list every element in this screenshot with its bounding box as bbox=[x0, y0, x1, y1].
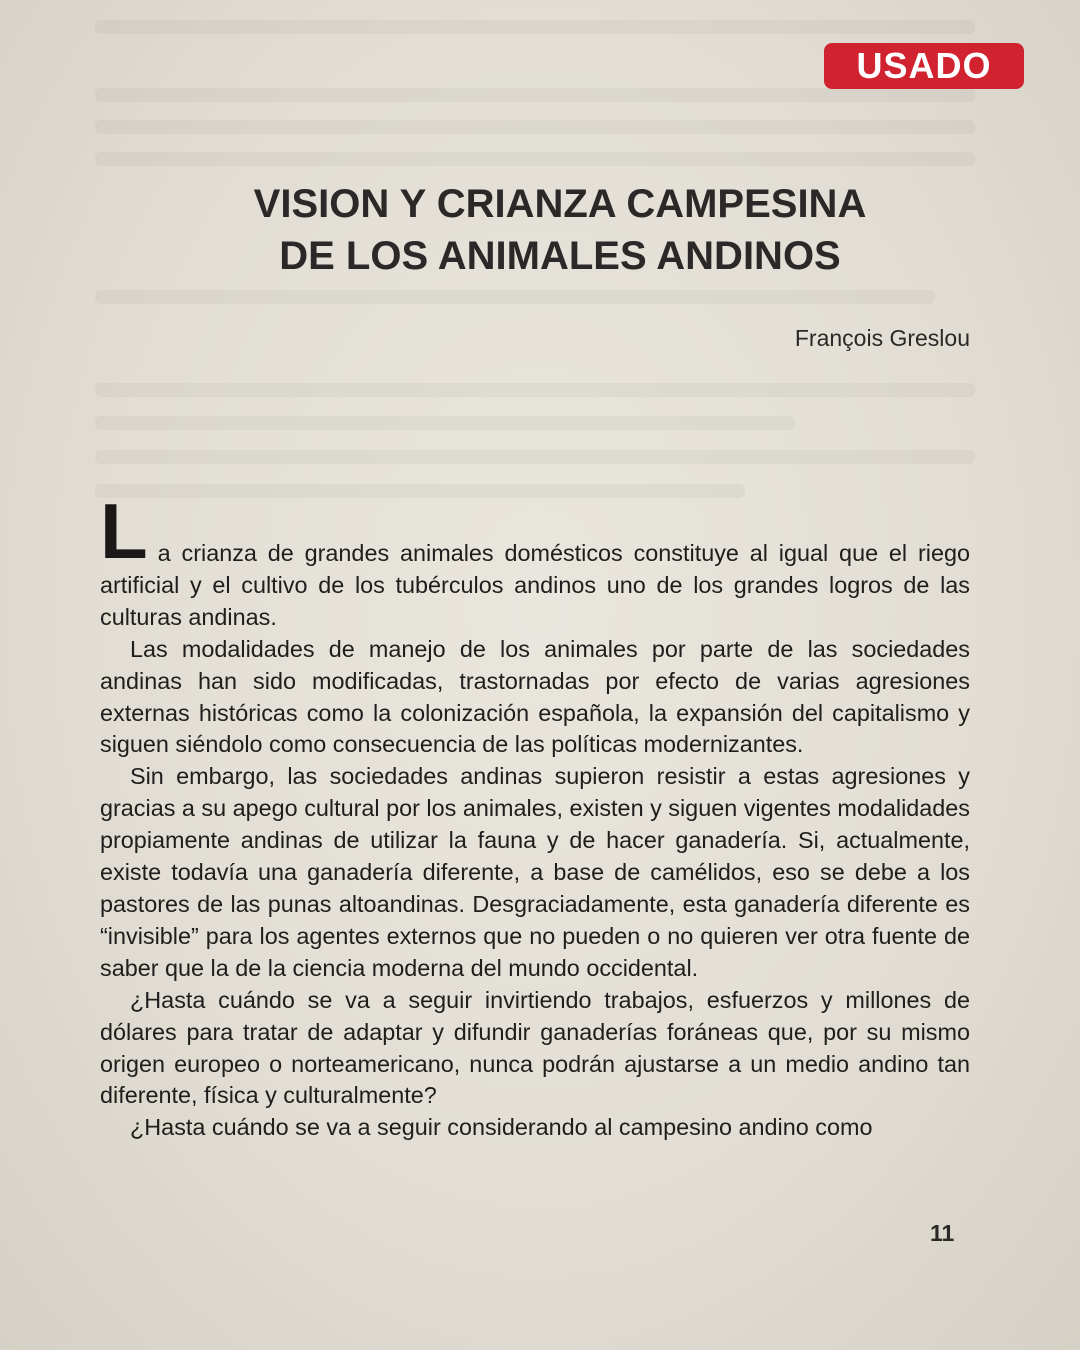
bleed-through-line bbox=[95, 20, 975, 34]
bleed-through-line bbox=[95, 383, 975, 397]
title-line-1: VISION Y CRIANZA CAMPESINA bbox=[253, 182, 867, 226]
used-badge: USADO bbox=[824, 43, 1024, 89]
article-body bbox=[100, 487, 970, 1144]
paragraph-3: Sin embargo, las sociedades andinas supieron resistir a estas agresiones y gracias a su apego cultural por los animales, existen y siguen vigentes modalidades propiamente andinas de utilizar la fauna y de hacer ganadería. Si, actualmente, existe todavía una ganadería diferente, a base de camélidos, eso se debe a los pastores de las punas altoandinas. Desgraciadamente, esta ganadería diferente es “invisible” para los agentes externos que no pueden o no quieren ver otra fuente de saber que la de la ciencia moderna del mundo occidental. bbox=[100, 763, 970, 981]
page-number: 11 bbox=[930, 1220, 955, 1246]
bleed-through-line bbox=[95, 152, 975, 166]
title-line-2: DE LOS ANIMALES ANDINOS bbox=[279, 234, 841, 278]
bleed-through-line bbox=[95, 416, 795, 430]
bleed-through-line bbox=[95, 290, 935, 304]
bleed-through-line bbox=[95, 484, 745, 498]
paragraph-1-text: a crianza de grandes animales domésticos constituye al igual que el riego artificial y el cultivo de los tubérculos andinos uno de los grandes logros de las culturas andinas. bbox=[100, 540, 970, 630]
author-name: François Greslou bbox=[794, 325, 970, 351]
bleed-through-line bbox=[95, 450, 975, 464]
paragraph-2: Las modalidades de manejo de los animales por parte de las sociedades andinas han sido modificadas, trastornadas por efecto de varias agresiones externas históricas como la colonización española, la expansión del capitalismo y siguen siéndolo como consecuencia de las políticas modernizantes. bbox=[100, 635, 970, 758]
article-title bbox=[140, 178, 980, 282]
drop-cap: L bbox=[100, 487, 148, 575]
paragraph-5: ¿Hasta cuándo se va a seguir considerando al campesino andino como bbox=[130, 1114, 873, 1141]
paragraph-1 bbox=[100, 487, 970, 634]
bleed-through-line bbox=[95, 120, 975, 134]
paragraph-4: ¿Hasta cuándo se va a seguir invirtiendo trabajos, esfuerzos y millones de dólares para tratar de adaptar y difundir ganaderías foráneas que, por su mismo origen europeo o norteamericano, nunca podrán ajustarse a un medio andino tan diferente, física y culturalmente? bbox=[100, 986, 970, 1109]
bleed-through-line bbox=[95, 88, 975, 102]
